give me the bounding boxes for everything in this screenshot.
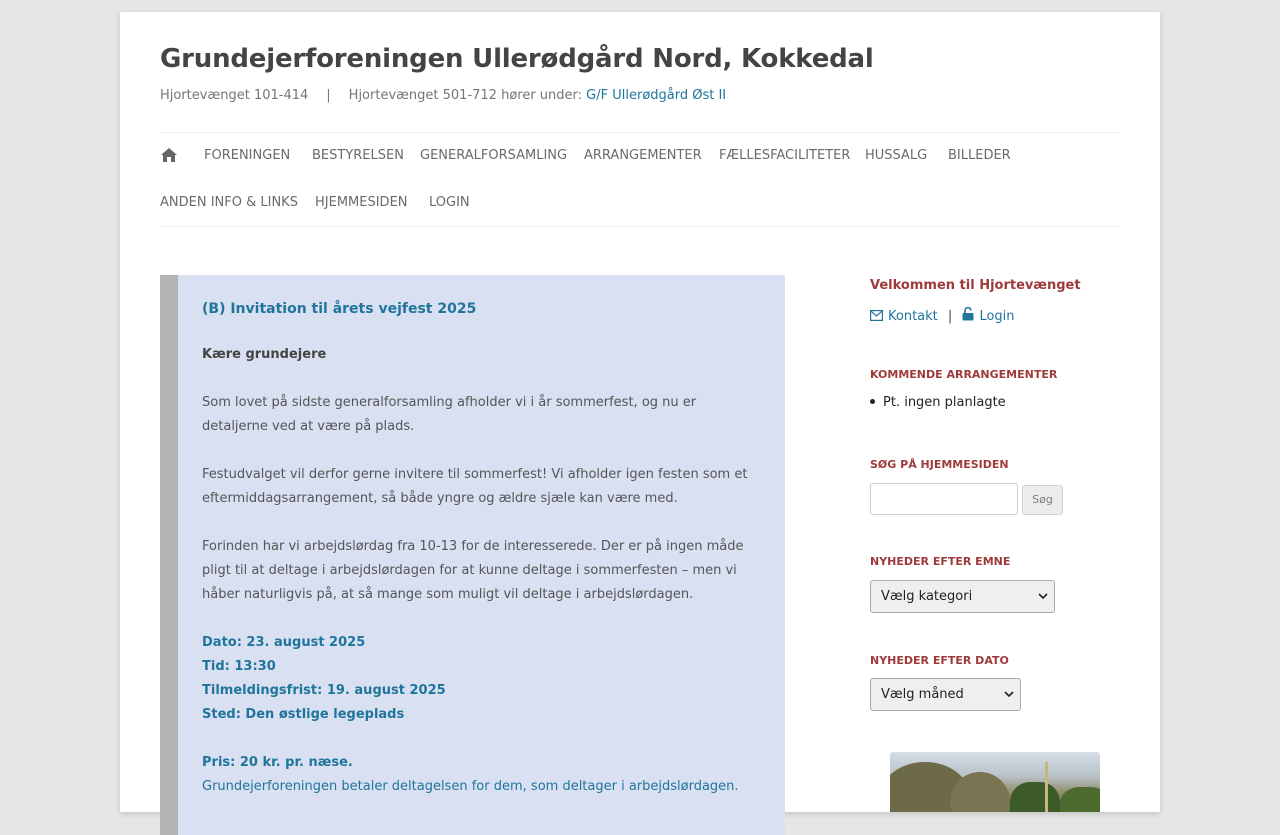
- home-icon[interactable]: [160, 147, 178, 163]
- contact-label: Kontakt: [888, 309, 938, 324]
- post-deadline: Tilmeldingsfrist: 19. august 2025: [202, 683, 446, 698]
- nav-hussalg[interactable]: HUSSALG: [865, 148, 928, 163]
- post-date: Dato: 23. august 2025: [202, 635, 366, 650]
- nav-billeder[interactable]: BILLEDER: [948, 148, 1011, 163]
- post-title[interactable]: (B) Invitation til årets vejfest 2025: [202, 301, 477, 317]
- unlock-icon: [962, 307, 974, 321]
- nav-anden-info-links[interactable]: ANDEN INFO & LINKS: [160, 195, 298, 210]
- nav-arrangementer[interactable]: ARRANGEMENTER: [584, 148, 702, 163]
- links-divider: |: [947, 309, 953, 324]
- post-place: Sted: Den østlige legeplads: [202, 707, 405, 722]
- post-paragraph-3: Forinden har vi arbejdslørdag fra 10-13 for de interesserede. Der er på ingen måde pligt til at deltage i arbejdslørdagen for at kunne deltage i sommerfesten – men vi håber naturligvis på, at så mange som muligt vil deltage i arbejdslørdagen.: [202, 539, 744, 602]
- event-item: Pt. ingen planlagte: [883, 395, 1006, 410]
- month-select-value: Vælg måned: [881, 687, 964, 702]
- category-widget-title: NYHEDER EFTER EMNE: [870, 555, 1011, 568]
- envelope-icon: [870, 310, 883, 321]
- nav-foreningen[interactable]: FORENINGEN: [204, 148, 291, 163]
- post-price: Pris: 20 kr. pr. næse.: [202, 755, 353, 770]
- post-price-note: Grundejerforeningen betaler deltagelsen for dem, som deltager i arbejdslørdagen.: [202, 779, 739, 794]
- search-widget-title: SØG PÅ HJEMMESIDEN: [870, 458, 1009, 471]
- site-tagline: [160, 88, 726, 103]
- contact-link[interactable]: [870, 309, 942, 324]
- tagline-part2: Hjortevænget 501-712 hører under:: [348, 88, 587, 103]
- site-title[interactable]: Grundejerforeningen Ullerødgård Nord, Kokkedal: [160, 44, 874, 74]
- sidebar-photo[interactable]: [890, 752, 1100, 812]
- events-list: [870, 395, 1006, 410]
- nav-bestyrelsen[interactable]: BESTYRELSEN: [312, 148, 404, 163]
- nav-generalforsamling[interactable]: GENERALFORSAMLING: [420, 148, 568, 163]
- events-widget-title: KOMMENDE ARRANGEMENTER: [870, 368, 1058, 381]
- tagline-part1: Hjortevænget 101-414: [160, 88, 309, 103]
- post-greeting: Kære grundejere: [202, 347, 327, 362]
- post-time: Tid: 13:30: [202, 659, 276, 674]
- category-select[interactable]: [870, 580, 1055, 613]
- tagline-separator: |: [326, 88, 331, 103]
- post-article: [160, 275, 785, 835]
- month-select[interactable]: [870, 678, 1021, 711]
- chevron-down-icon: [1004, 691, 1014, 697]
- post-paragraph-2: Festudvalget vil derfor gerne invitere til sommerfest! Vi afholder igen festen som et eftermiddagsarrangement, så både yngre og ældre sjæle kan være med.: [202, 467, 748, 506]
- page-container: [120, 12, 1160, 812]
- search-button[interactable]: Søg: [1022, 485, 1063, 515]
- date-widget-title: NYHEDER EFTER DATO: [870, 654, 1009, 667]
- tagline-link-oest-ii[interactable]: G/F Ullerødgård Øst II: [586, 88, 727, 103]
- chevron-down-icon: [1038, 593, 1048, 599]
- list-bullet: [870, 399, 875, 404]
- nav-hjemmesiden[interactable]: HJEMMESIDEN: [315, 195, 408, 210]
- welcome-heading: Velkommen til Hjortevænget: [870, 278, 1081, 293]
- login-label: Login: [979, 309, 1015, 324]
- login-link[interactable]: [958, 309, 1014, 324]
- category-select-value: Vælg kategori: [881, 589, 973, 604]
- post-paragraph-1: Som lovet på sidste generalforsamling afholder vi i år sommerfest, og nu er detaljerne ved at være på plads.: [202, 395, 697, 434]
- search-input[interactable]: [870, 483, 1018, 515]
- sidebar-quick-links: [870, 307, 1015, 324]
- main-navigation: [160, 132, 1120, 227]
- post-body: [202, 343, 762, 799]
- nav-faellesfaciliteter[interactable]: FÆLLESFACILITETER: [719, 148, 851, 163]
- nav-login[interactable]: LOGIN: [429, 195, 470, 210]
